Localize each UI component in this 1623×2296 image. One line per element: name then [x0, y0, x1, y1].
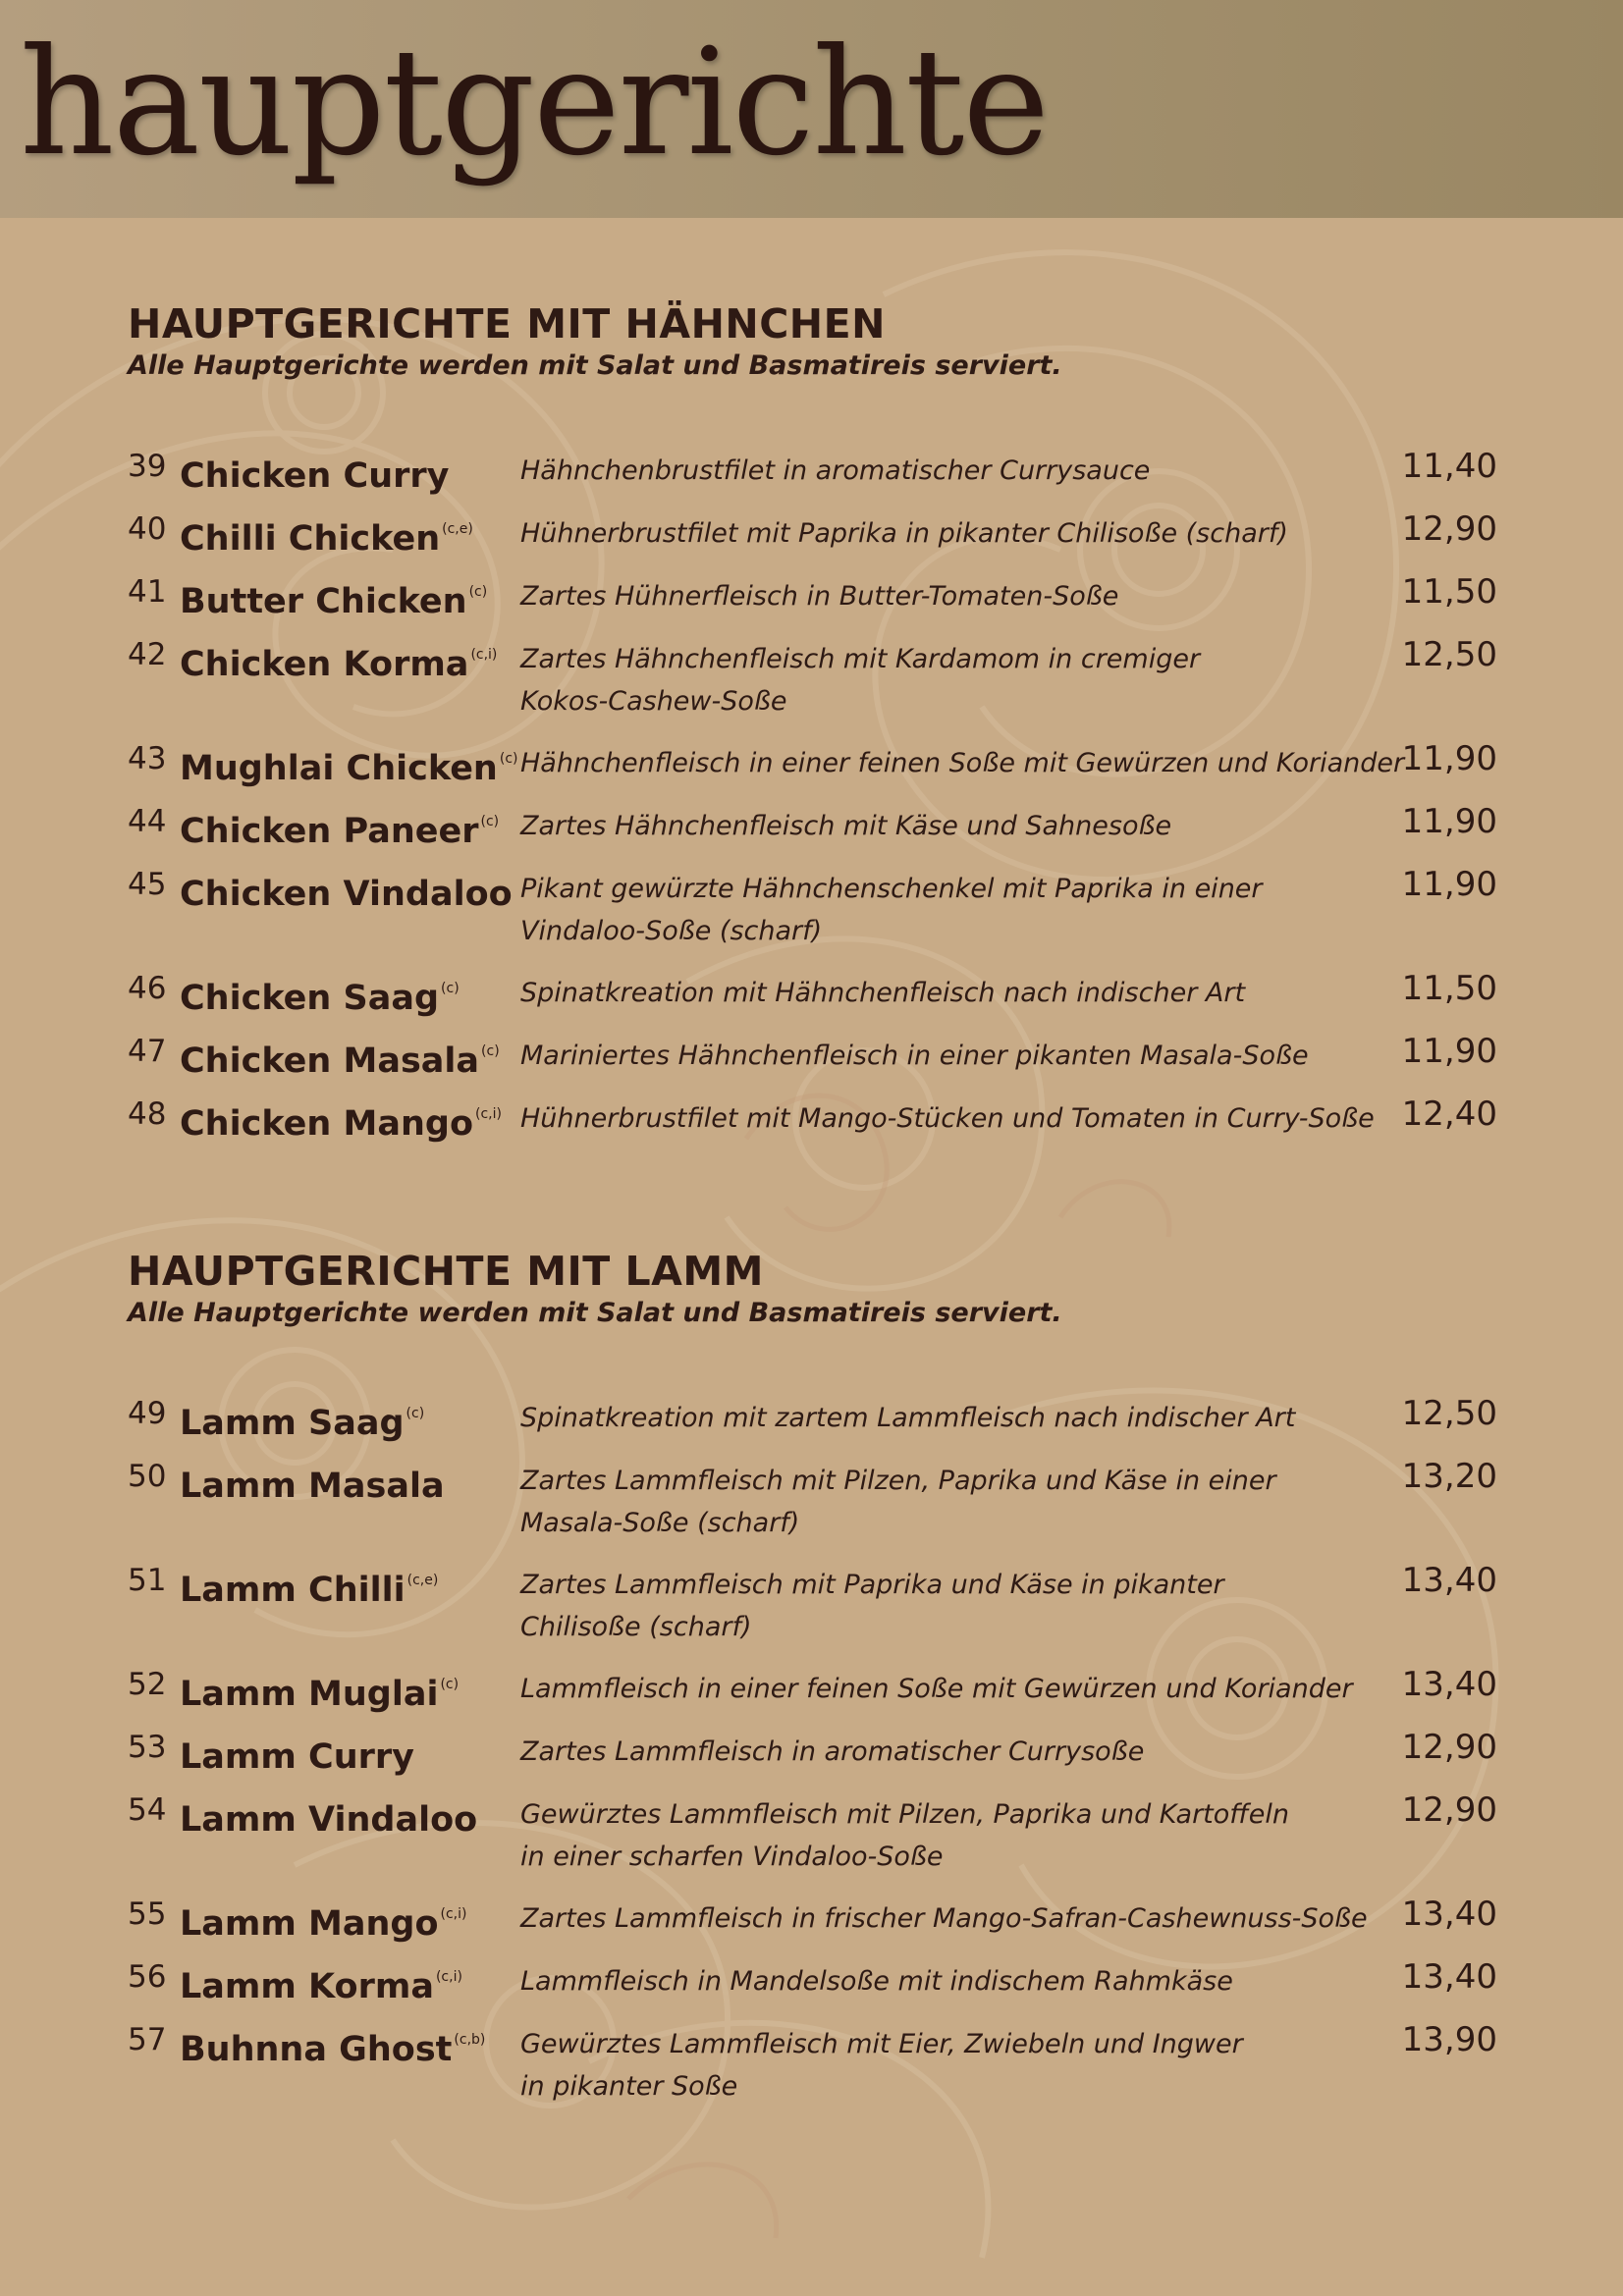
- item-allergens: (c,i): [440, 1906, 467, 1922]
- item-price: 12,50: [1401, 635, 1497, 674]
- item-name-wrap: [180, 1955, 462, 2008]
- item-number: 40: [128, 511, 167, 547]
- item-number: 39: [128, 449, 167, 484]
- item-name: Chicken Curry: [180, 456, 450, 496]
- section-title: HAUPTGERICHTE MIT LAMM: [128, 1248, 764, 1295]
- item-description: Hühnerbrustfilet mit Mango-Stücken und Tomaten in Curry-Soße: [520, 1103, 1375, 1134]
- item-name-wrap: [180, 1030, 500, 1083]
- item-name: Chilli Chicken: [180, 519, 441, 559]
- item-description: Hühnerbrustfilet mit Paprika in pikanter Chilisoße (scharf): [520, 518, 1288, 549]
- item-allergens: (c): [440, 1677, 460, 1692]
- item-number: 45: [128, 867, 167, 902]
- item-number: 46: [128, 971, 167, 1006]
- item-name: Butter Chicken: [180, 582, 467, 621]
- item-price: 12,40: [1401, 1095, 1497, 1134]
- item-name-wrap: [180, 1893, 466, 1946]
- item-name-wrap: [180, 1663, 459, 1716]
- item-price: 13,40: [1401, 1957, 1497, 1997]
- item-price: 11,50: [1401, 969, 1497, 1008]
- page-title: hauptgerichte: [20, 18, 1049, 188]
- menu-item: [0, 1955, 1623, 2014]
- item-allergens: (c,i): [435, 1969, 462, 1985]
- menu-item: [0, 1392, 1623, 1451]
- item-price: 12,90: [1401, 509, 1497, 549]
- item-number: 49: [128, 1396, 167, 1431]
- item-name: Mughlai Chicken: [180, 749, 498, 788]
- item-price: 13,20: [1401, 1457, 1497, 1496]
- item-allergens: (c,e): [406, 1573, 439, 1588]
- item-allergens: (c): [481, 1043, 500, 1059]
- item-description: Hähnchenbrustfilet in aromatischer Currysauce: [520, 455, 1151, 486]
- item-description: Zartes Hähnchenfleisch mit Käse und Sahnesoße: [520, 811, 1172, 841]
- item-description: Pikant gewürzte Hähnchenschenkel mit Paprika in einer Vindaloo-Soße (scharf): [520, 874, 1263, 946]
- item-number: 47: [128, 1034, 167, 1069]
- item-description: Zartes Hühnerfleisch in Butter-Tomaten-Soße: [520, 581, 1119, 612]
- item-price: 11,90: [1401, 865, 1497, 904]
- item-price: 11,90: [1401, 802, 1497, 841]
- item-description: Zartes Lammfleisch mit Pilzen, Paprika und Käse in einer Masala-Soße (scharf): [520, 1466, 1276, 1538]
- item-allergens: (c): [499, 751, 518, 767]
- item-number: 56: [128, 1959, 167, 1995]
- item-allergens: (c,i): [475, 1106, 502, 1122]
- item-price: 13,40: [1401, 1895, 1497, 1934]
- item-name: Lamm Curry: [180, 1737, 414, 1777]
- item-number: 54: [128, 1792, 167, 1828]
- item-name: Lamm Muglai: [180, 1675, 439, 1714]
- item-price: 13,40: [1401, 1561, 1497, 1600]
- item-allergens: (c,b): [454, 2032, 486, 2048]
- item-price: 11,50: [1401, 572, 1497, 612]
- item-allergens: (c): [441, 981, 460, 996]
- item-allergens: (c): [480, 814, 500, 829]
- item-description: Hähnchenfleisch in einer feinen Soße mit Gewürzen und Koriander: [520, 748, 1405, 778]
- item-number: 55: [128, 1896, 167, 1932]
- item-name: Lamm Mango: [180, 1904, 439, 1944]
- section-title: HAUPTGERICHTE MIT HÄHNCHEN: [128, 300, 886, 347]
- item-name-wrap: [180, 507, 473, 561]
- item-name: Chicken Saag: [180, 979, 440, 1018]
- item-description: Mariniertes Hähnchenfleisch in einer pikanten Masala-Soße: [520, 1041, 1309, 1071]
- item-description: Spinatkreation mit Hähnchenfleisch nach indischer Art: [520, 978, 1246, 1008]
- item-name-wrap: [180, 967, 460, 1020]
- item-price: 13,90: [1401, 2020, 1497, 2059]
- menu-item: [0, 1030, 1623, 1089]
- item-name: Buhnna Ghost: [180, 2030, 453, 2069]
- item-number: 42: [128, 637, 167, 672]
- item-description: Gewürztes Lammfleisch mit Pilzen, Paprika und Kartoffeln in einer scharfen Vindaloo-Soße: [520, 1799, 1289, 1872]
- item-allergens: (c): [468, 584, 488, 600]
- menu-item: [0, 633, 1623, 717]
- item-name: Chicken Paneer: [180, 812, 479, 851]
- item-price: 12,90: [1401, 1728, 1497, 1767]
- item-price: 13,40: [1401, 1665, 1497, 1704]
- item-price: 11,90: [1401, 739, 1497, 778]
- item-name: Chicken Mango: [180, 1104, 473, 1144]
- item-number: 43: [128, 741, 167, 776]
- item-price: 12,90: [1401, 1790, 1497, 1830]
- menu-item: [0, 507, 1623, 566]
- item-name-wrap: [180, 1455, 447, 1508]
- item-allergens: (c,i): [470, 647, 498, 663]
- item-description: Lammfleisch in Mandelsoße mit indischem Rahmkäse: [520, 1966, 1233, 1997]
- item-description: Zartes Lammfleisch in frischer Mango-Safran-Cashewnuss-Soße: [520, 1903, 1368, 1934]
- menu-item: [0, 2018, 1623, 2102]
- item-description: Zartes Lammfleisch in aromatischer Currysoße: [520, 1736, 1145, 1767]
- item-number: 41: [128, 574, 167, 610]
- item-name: Lamm Masala: [180, 1467, 445, 1506]
- item-name: Chicken Vindaloo: [180, 875, 513, 914]
- item-name: Lamm Chilli: [180, 1571, 406, 1610]
- item-allergens: (c): [406, 1406, 425, 1421]
- menu-item: [0, 800, 1623, 859]
- menu-item: [0, 570, 1623, 629]
- section-subtitle: Alle Hauptgerichte werden mit Salat und Basmatireis serviert.: [128, 1298, 1062, 1328]
- item-name-wrap: [180, 445, 451, 498]
- item-description: Zartes Hähnchenfleisch mit Kardamom in cremiger Kokos-Cashew-Soße: [520, 644, 1201, 717]
- item-name: Lamm Vindaloo: [180, 1800, 478, 1840]
- menu-item: [0, 863, 1623, 946]
- item-price: 11,40: [1401, 447, 1497, 486]
- item-description: Gewürztes Lammfleisch mit Eier, Zwiebeln und Ingwer in pikanter Soße: [520, 2029, 1243, 2102]
- item-name-wrap: [180, 1093, 502, 1146]
- section-subtitle: Alle Hauptgerichte werden mit Salat und Basmatireis serviert.: [128, 350, 1062, 381]
- item-name-wrap: [180, 1726, 416, 1779]
- item-name-wrap: [180, 800, 499, 853]
- item-name-wrap: [180, 2018, 485, 2071]
- menu-item: [0, 1789, 1623, 1872]
- item-price: 11,90: [1401, 1032, 1497, 1071]
- item-name: Lamm Saag: [180, 1404, 405, 1443]
- item-description: Spinatkreation mit zartem Lammfleisch nach indischer Art: [520, 1403, 1296, 1433]
- item-number: 51: [128, 1563, 167, 1598]
- item-number: 48: [128, 1096, 167, 1132]
- item-name: Chicken Masala: [180, 1041, 480, 1081]
- menu-item: [0, 967, 1623, 1026]
- menu-item: [0, 1559, 1623, 1642]
- item-number: 44: [128, 804, 167, 839]
- menu-item: [0, 1093, 1623, 1151]
- item-name: Lamm Korma: [180, 1967, 434, 2006]
- item-name: Chicken Korma: [180, 645, 469, 684]
- item-allergens: (c,e): [442, 521, 473, 537]
- item-price: 12,50: [1401, 1394, 1497, 1433]
- menu-item: [0, 1663, 1623, 1722]
- item-number: 57: [128, 2022, 167, 2057]
- item-name-wrap: [180, 1392, 424, 1445]
- menu-item: [0, 1726, 1623, 1785]
- item-name-wrap: [180, 1559, 438, 1612]
- item-name-wrap: [180, 570, 487, 623]
- item-name-wrap: [180, 1789, 479, 1842]
- item-number: 52: [128, 1667, 167, 1702]
- item-description: Zartes Lammfleisch mit Paprika und Käse in pikanter Chilisoße (scharf): [520, 1570, 1224, 1642]
- item-number: 53: [128, 1730, 167, 1765]
- item-name-wrap: [180, 737, 517, 790]
- item-name-wrap: [180, 633, 497, 686]
- menu-item: [0, 1893, 1623, 1951]
- menu-item: [0, 1455, 1623, 1538]
- item-number: 50: [128, 1459, 167, 1494]
- menu-item: [0, 445, 1623, 504]
- menu-item: [0, 737, 1623, 796]
- item-name-wrap: [180, 863, 514, 916]
- item-description: Lammfleisch in einer feinen Soße mit Gewürzen und Koriander: [520, 1674, 1353, 1704]
